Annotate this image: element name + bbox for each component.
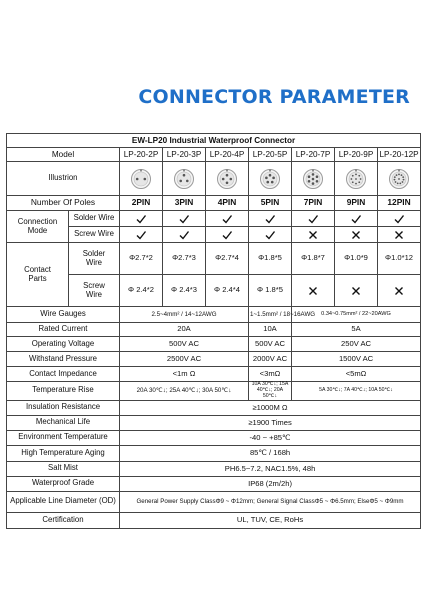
contact-size-cell: Φ2.7*3: [163, 243, 206, 275]
row-label: Withstand Pressure: [7, 352, 120, 367]
connector-face-icon: [345, 168, 367, 190]
contact-size-cell: Φ1.0*12: [378, 243, 421, 275]
insulation-row: [7, 400, 421, 415]
connector-illustration: [120, 162, 163, 196]
page-title: CONNECTOR PARAMETER: [138, 86, 410, 108]
solder-parts-row: [7, 243, 421, 275]
salt-mist-row: [7, 461, 421, 476]
contact-size-cell: Φ 2.4*4: [206, 275, 249, 307]
check-mark-icon: [135, 213, 147, 225]
row-label: High Temperature Aging: [7, 445, 120, 461]
rated-current-row: [7, 323, 421, 337]
contact-size-cell: [292, 275, 335, 307]
value-cell: 2000V AC: [249, 352, 292, 367]
screw-parts-row: [7, 275, 421, 307]
value-cell: 1500V AC: [292, 352, 421, 367]
pin-count-cell: 4PIN: [206, 196, 249, 211]
row-label: Certification: [7, 512, 120, 528]
check-mark-icon: [393, 213, 405, 225]
connector-illustration: [335, 162, 378, 196]
connector-illustration: [292, 162, 335, 196]
check-mark-icon: [221, 229, 233, 241]
mode-cell: [292, 227, 335, 243]
value-cell: IP68 (2m/2h): [120, 476, 421, 491]
model-cell: LP-20-9P: [335, 148, 378, 162]
pin-count-cell: 2PIN: [120, 196, 163, 211]
model-cell: LP-20-7P: [292, 148, 335, 162]
check-mark-icon: [178, 229, 190, 241]
model-cell: LP-20-12P: [378, 148, 421, 162]
value-cell: 20A: [120, 323, 249, 337]
connector-illustration: [378, 162, 421, 196]
poles-row: [7, 196, 421, 211]
check-mark-icon: [264, 229, 276, 241]
illustration-row: [7, 162, 421, 196]
cross-mark-icon: [307, 285, 319, 297]
value-cell: <5mΩ: [292, 367, 421, 382]
solder-mode-row: [7, 211, 421, 227]
mode-cell: [335, 227, 378, 243]
connector-illustration: [206, 162, 249, 196]
connector-face-icon: [216, 168, 238, 190]
value-cell: 5A: [292, 323, 421, 337]
cross-mark-icon: [307, 229, 319, 241]
model-cell: LP-20-3P: [163, 148, 206, 162]
sub-label: Screw Wire: [69, 227, 120, 243]
model-row: [7, 148, 421, 162]
check-mark-icon: [264, 213, 276, 225]
wire-gauges-row: [7, 307, 421, 323]
contact-size-cell: Φ 2.4*2: [120, 275, 163, 307]
connector-illustration: [249, 162, 292, 196]
row-label: Mechanical Life: [7, 415, 120, 430]
aging-row: [7, 445, 421, 461]
row-label: Contact Impedance: [7, 367, 120, 382]
sub-label: Solder Wire: [69, 211, 120, 227]
contact-size-cell: Φ1.8*7: [292, 243, 335, 275]
mode-cell: [378, 211, 421, 227]
check-mark-icon: [350, 213, 362, 225]
row-label: Illustrion: [7, 162, 120, 196]
sub-label: Solder Wire: [69, 243, 120, 275]
mode-cell: [335, 211, 378, 227]
contact-size-cell: [335, 275, 378, 307]
connector-illustration: [163, 162, 206, 196]
sub-label: Screw Wire: [69, 275, 120, 307]
check-mark-icon: [307, 213, 319, 225]
withstand-pressure-row: [7, 352, 421, 367]
temperature-rise-row: [7, 382, 421, 401]
check-mark-icon: [178, 213, 190, 225]
table-caption-row: [7, 134, 421, 148]
mode-cell: [163, 227, 206, 243]
value-cell: 500V AC: [120, 337, 249, 352]
row-label: Wire Gauges: [7, 307, 120, 323]
connector-face-icon: [259, 168, 281, 190]
contact-impedance-row: [7, 367, 421, 382]
row-label: Operating Voltage: [7, 337, 120, 352]
table-caption: EW-LP20 Industrial Waterproof Connector: [7, 134, 421, 148]
mode-cell: [163, 211, 206, 227]
value-cell: ≥1900 Times: [120, 415, 421, 430]
value-cell: 1~1.5mm² / 18~16AWG: [249, 307, 292, 323]
mode-cell: [120, 211, 163, 227]
value-cell: UL, TUV, CE, RoHs: [120, 512, 421, 528]
value-cell: 85℃ / 168h: [120, 445, 421, 461]
contact-size-cell: Φ2.7*4: [206, 243, 249, 275]
row-label: Insulation Resistance: [7, 400, 120, 415]
mode-cell: [249, 227, 292, 243]
connector-face-icon: [173, 168, 195, 190]
model-cell: LP-20-5P: [249, 148, 292, 162]
contact-size-cell: Φ1.8*5: [249, 243, 292, 275]
value-cell: 10A: [249, 323, 292, 337]
cross-mark-icon: [393, 285, 405, 297]
value-cell: <3mΩ: [249, 367, 292, 382]
pin-count-cell: 3PIN: [163, 196, 206, 211]
model-cell: LP-20-2P: [120, 148, 163, 162]
contact-size-cell: Φ 1.8*5: [249, 275, 292, 307]
connector-face-icon: [388, 168, 410, 190]
row-label: Model: [7, 148, 120, 162]
row-label: Number Of Poles: [7, 196, 120, 211]
row-label: Connection Mode: [7, 211, 69, 243]
row-label: Rated Current: [7, 323, 120, 337]
cross-mark-icon: [350, 229, 362, 241]
connector-face-icon: [130, 168, 152, 190]
row-label: Environment Temperature: [7, 430, 120, 445]
model-cell: LP-20-4P: [206, 148, 249, 162]
contact-size-cell: Φ1.0*9: [335, 243, 378, 275]
mode-cell: [292, 211, 335, 227]
cross-mark-icon: [350, 285, 362, 297]
mode-cell: [120, 227, 163, 243]
pin-count-cell: 12PIN: [378, 196, 421, 211]
value-cell: 5A 30℃↓; 7A 40℃↓; 10A 50℃↓: [292, 382, 421, 401]
contact-size-cell: Φ2.7*2: [120, 243, 163, 275]
waterproof-row: [7, 476, 421, 491]
value-cell: 10A 30℃↓; 15A 40℃↓; 20A 50℃↓: [249, 382, 292, 401]
mechanical-life-row: [7, 415, 421, 430]
value-cell: <1m Ω: [120, 367, 249, 382]
connector-face-icon: [302, 168, 324, 190]
mode-cell: [206, 227, 249, 243]
row-label: Waterproof Grade: [7, 476, 120, 491]
check-mark-icon: [221, 213, 233, 225]
screw-mode-row: [7, 227, 421, 243]
value-cell: 250V AC: [292, 337, 421, 352]
value-cell: 2.5~4mm² / 14~12AWG: [120, 307, 249, 323]
certification-row: [7, 512, 421, 528]
mode-cell: [249, 211, 292, 227]
value-cell: -40 ~ +85℃: [120, 430, 421, 445]
row-label: Temperature Rise: [7, 382, 120, 401]
mode-cell: [378, 227, 421, 243]
pin-count-cell: 5PIN: [249, 196, 292, 211]
pin-count-cell: 7PIN: [292, 196, 335, 211]
value-cell: 0.34~0.75mm² / 22~20AWG: [292, 307, 421, 323]
check-mark-icon: [135, 229, 147, 241]
spec-table: [6, 133, 421, 529]
value-cell: PH6.5~7.2, NAC1.5%, 48h: [120, 461, 421, 476]
row-label: Applicable Line Diameter (OD): [7, 491, 120, 512]
cross-mark-icon: [393, 229, 405, 241]
operating-voltage-row: [7, 337, 421, 352]
row-label: Salt Mist: [7, 461, 120, 476]
contact-size-cell: Φ 2.4*3: [163, 275, 206, 307]
pin-count-cell: 9PIN: [335, 196, 378, 211]
line-diameter-row: [7, 491, 421, 512]
value-cell: General Power Supply ClassΦ9 ~ Φ12mm; General Signal ClassΦ5 ~ Φ6.5mm; ElseΦ5 ~ Φ9mm: [120, 491, 421, 512]
row-label: Contact Parts: [7, 243, 69, 307]
environment-temperature-row: [7, 430, 421, 445]
value-cell: 500V AC: [249, 337, 292, 352]
value-cell: ≥1000M Ω: [120, 400, 421, 415]
mode-cell: [206, 211, 249, 227]
value-cell: 20A 30℃↓; 25A 40℃↓; 30A 50℃↓: [120, 382, 249, 401]
contact-size-cell: [378, 275, 421, 307]
value-cell: 2500V AC: [120, 352, 249, 367]
